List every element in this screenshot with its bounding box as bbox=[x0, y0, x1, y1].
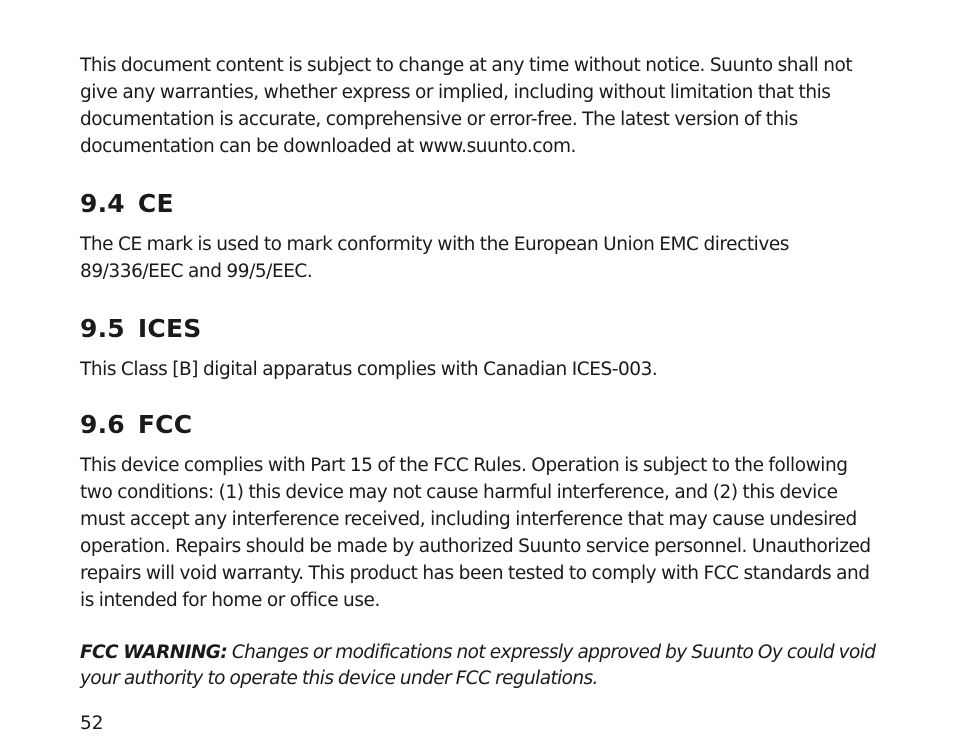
section-title: ICES bbox=[137, 314, 202, 343]
section-heading-fcc bbox=[80, 409, 880, 441]
fcc-warning-lead: FCC WARNING: bbox=[80, 642, 228, 663]
section-heading-ices bbox=[80, 313, 880, 345]
fcc-warning bbox=[80, 640, 880, 692]
section-number: 9.4 bbox=[80, 189, 125, 218]
intro-paragraph: This document content is subject to change at any time without notice. Suunto shall not give any warranties, whether express or implied, including without limitation that this documentation is accurate, comprehensive or error-free. The latest version of this documentation can be downloaded at www.suunto.com. bbox=[80, 55, 853, 157]
fcc-warning-text: Changes or modifications not expressly approved by Suunto Oy could void your authority to operate this device under FCC regulations. bbox=[80, 642, 876, 689]
section-body-ce: The CE mark is used to mark conformity with the European Union EMC directives 89/336/EEC and 99/5/EEC. bbox=[80, 234, 789, 282]
section-body-ices: This Class [B] digital apparatus complies with Canadian ICES-003. bbox=[80, 359, 658, 380]
document-page bbox=[80, 52, 880, 711]
section-body-fcc: This device complies with Part 15 of the FCC Rules. Operation is subject to the following two conditions: (1) this device may not cause harmful interference, and (2) this device must accept any interference received, including interference that may cause undesired operation. Repairs should be made by authorized Suunto service personnel. Unauthorized repairs will void warranty. This product has been tested to comply with FCC standards and is intended for home or office use. bbox=[80, 455, 871, 611]
section-heading-ce bbox=[80, 188, 880, 220]
section-number: 9.6 bbox=[80, 410, 125, 439]
section-number: 9.5 bbox=[80, 314, 125, 343]
section-title: CE bbox=[137, 189, 174, 218]
section-title: FCC bbox=[137, 410, 193, 439]
page-number: 52 bbox=[80, 713, 104, 734]
